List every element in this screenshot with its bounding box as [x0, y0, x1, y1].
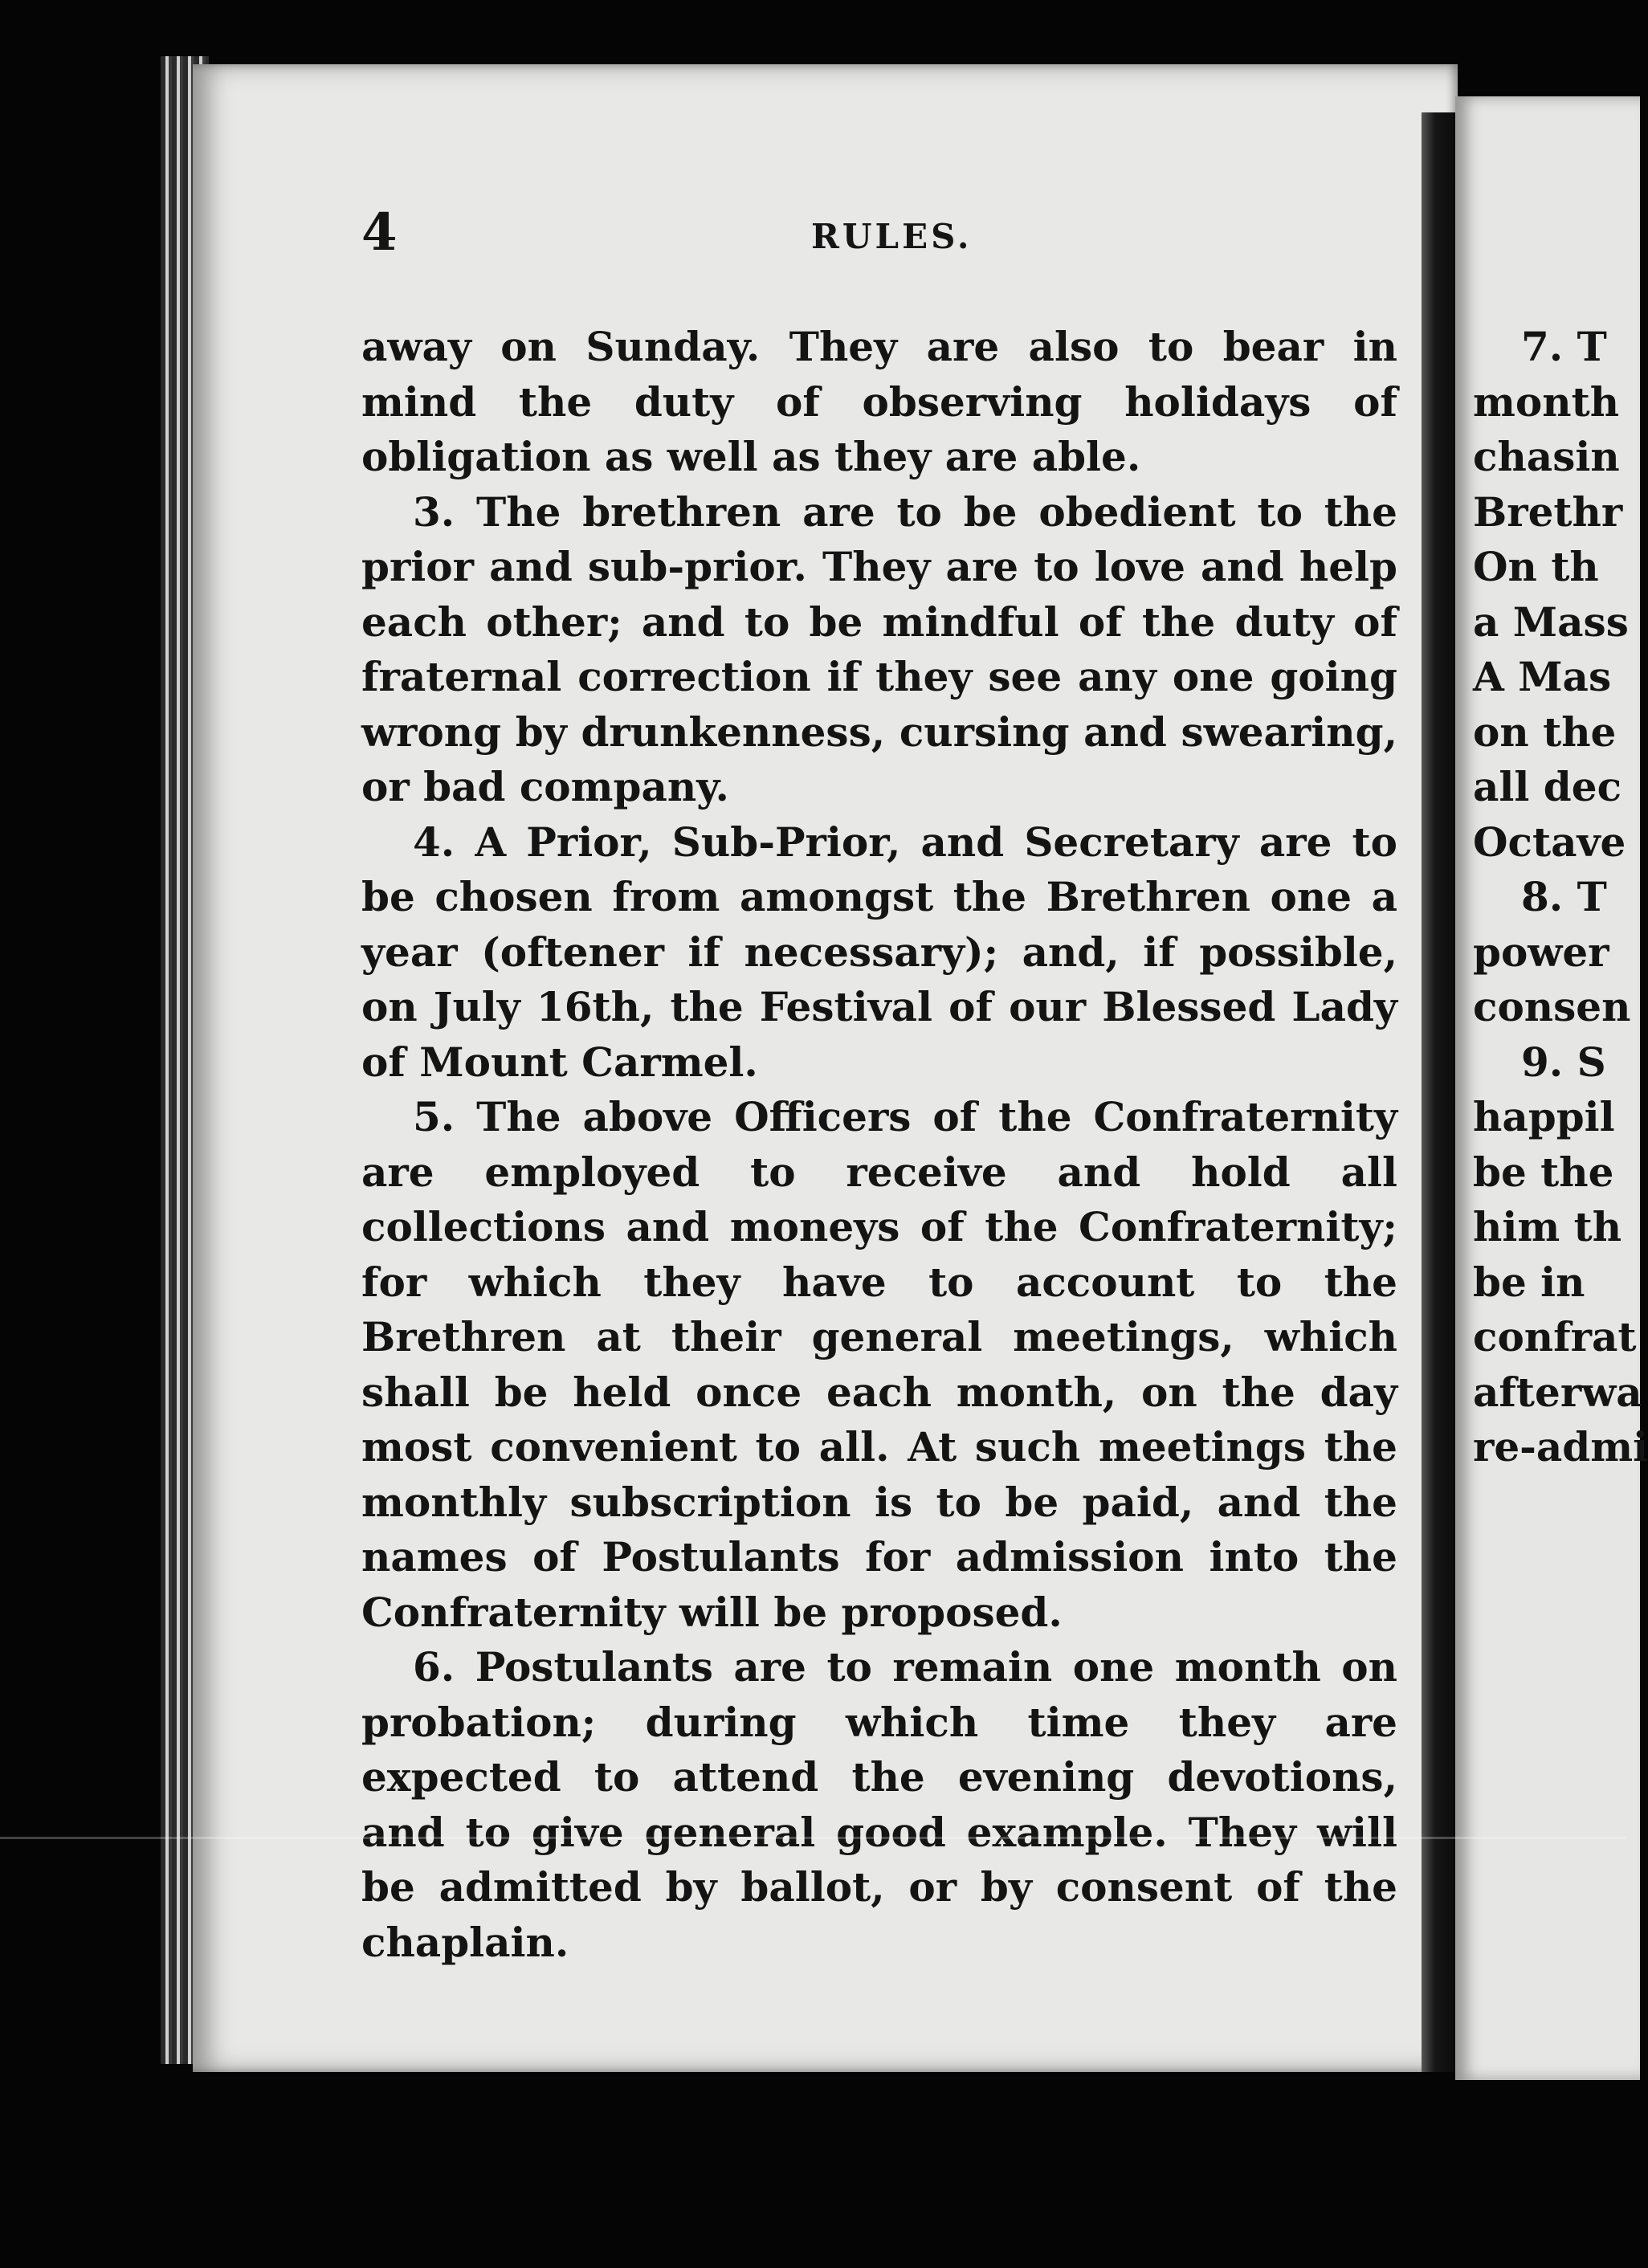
- facing-line: A Mas: [1473, 653, 1612, 700]
- facing-line: all dec: [1473, 763, 1622, 810]
- facing-line: Brethr: [1473, 487, 1623, 536]
- facing-line: consen: [1473, 983, 1631, 1030]
- facing-line: happil: [1473, 1093, 1615, 1140]
- running-head: RULES.: [811, 217, 973, 256]
- paragraph-continued: away on Sunday. They are also to bear in mind the duty of observing holidays of obligation as well as they are able.: [361, 323, 1397, 480]
- facing-line: him th: [1473, 1203, 1622, 1250]
- rule-4: 4. A Prior, Sub-Prior, and Secretary are to be chosen from amongst the Brethren one a year (oftener if necessary); and, if possible, on July 16th, the Festival of our Blessed Lady of Mount Carmel.: [361, 818, 1397, 1086]
- facing-line: month: [1473, 377, 1620, 426]
- facing-line: power: [1473, 928, 1609, 976]
- body-text: [361, 320, 1397, 1970]
- rule-5: 5. The above Officers of the Confraternity are employed to receive and hold all collections and moneys of the Confraternity; for which they have to account to the Brethren at their general meetings, which shall be held once each month, on the day most convenient to all. At such meetings the monthly subscription is to be paid, and the names of Postulants for admission into the Confraternity will be proposed.: [361, 1093, 1397, 1636]
- facing-line: 8. T: [1521, 873, 1607, 920]
- facing-line: on the: [1473, 708, 1617, 756]
- facing-line: chasin: [1473, 433, 1620, 480]
- rule-3: 3. The brethren are to be obedient to the prior and sub-prior. They are to love and help each other; and to be mindful of the duty of fraternal correction if they see any one going wrong by drunkenness, cursing and swearing, or bad company.: [361, 487, 1397, 810]
- facing-line: re-admi: [1473, 1423, 1648, 1471]
- facing-line: be the: [1473, 1148, 1614, 1196]
- book-gutter: [1422, 112, 1455, 2072]
- facing-line: afterwa: [1473, 1368, 1642, 1416]
- facing-line: On th: [1473, 543, 1599, 590]
- facing-line: 7. T: [1521, 323, 1607, 370]
- facing-line: 9. S: [1521, 1038, 1606, 1086]
- facing-line: be in: [1473, 1258, 1585, 1306]
- facing-line: a Mass: [1473, 598, 1629, 646]
- facing-line: confrat: [1473, 1313, 1637, 1360]
- scan-artifact-line: [0, 1837, 1626, 1839]
- page-header: [361, 202, 1397, 263]
- page-number: 4: [361, 202, 398, 263]
- facing-page-text: [1473, 320, 1648, 1475]
- rule-6: 6. Postulants are to remain one month on probation; during which time they are expected to attend the evening devotions, and to give general good example. They will be admitted by ballot, or by consent of the chaplain.: [361, 1643, 1397, 1966]
- facing-line: Octave: [1473, 818, 1626, 866]
